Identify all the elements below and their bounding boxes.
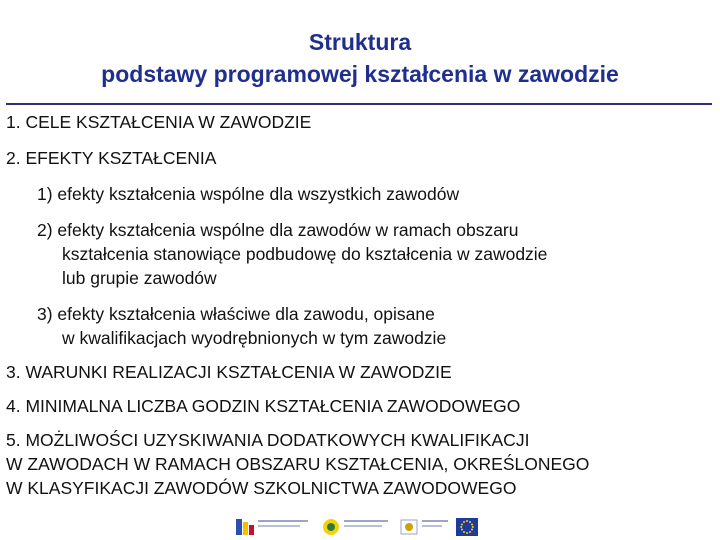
sub-item-line: kształcenia stanowiące podbudowę do kształcenia w zawodzie — [62, 244, 548, 264]
title-line-1: Struktura — [308, 29, 412, 55]
title-line-2: podstawy programowej kształcenia w zawodzie — [101, 61, 619, 87]
kapital-ludzki-logo — [234, 516, 314, 538]
sub-item-wspolne-obszar — [6, 218, 714, 290]
list-item-line: W KLASYFIKACJI ZAWODÓW SZKOLNICTWA ZAWODOWEGO — [6, 478, 517, 498]
sub-item-line: lub grupie zawodów — [62, 268, 217, 288]
title-divider — [6, 103, 712, 105]
list-item-warunki: 3. WARUNKI REALIZACJI KSZTAŁCENIA W ZAWODZIE — [6, 362, 452, 382]
list-item-cele: 1. CELE KSZTAŁCENIA W ZAWODZIE — [6, 112, 312, 132]
ore-logo — [320, 516, 392, 538]
list-item-mozliwosci — [6, 428, 714, 500]
sub-item-line: 2) efekty kształcenia wspólne dla zawodów w ramach obszaru — [37, 220, 519, 240]
sub-item-line: 3) efekty kształcenia właściwe dla zawodu, opisane — [37, 304, 435, 324]
structure-list — [6, 110, 714, 500]
slide-title — [0, 26, 720, 90]
list-item-efekty: 2. EFEKTY KSZTAŁCENIA — [6, 148, 217, 168]
footer-logos — [234, 516, 484, 540]
list-item-line: W ZAWODACH W RAMACH OBSZARU KSZTAŁCENIA, OKREŚLONEGO — [6, 454, 590, 474]
list-item-minimalna-liczba: 4. MINIMALNA LICZBA GODZIN KSZTAŁCENIA ZAWODOWEGO — [6, 396, 521, 416]
eu-flag-icon — [456, 516, 482, 538]
list-item-line: 5. MOŻLIWOŚCI UZYSKIWANIA DODATKOWYCH KWALIFIKACJI — [6, 430, 530, 450]
efs-logo — [398, 516, 450, 538]
sub-item-wspolne-wszystkie: 1) efekty kształcenia wspólne dla wszystkich zawodów — [37, 184, 460, 204]
sub-item-wlasciwe — [6, 302, 714, 350]
sub-item-line: w kwalifikacjach wyodrębnionych w tym zawodzie — [62, 328, 447, 348]
